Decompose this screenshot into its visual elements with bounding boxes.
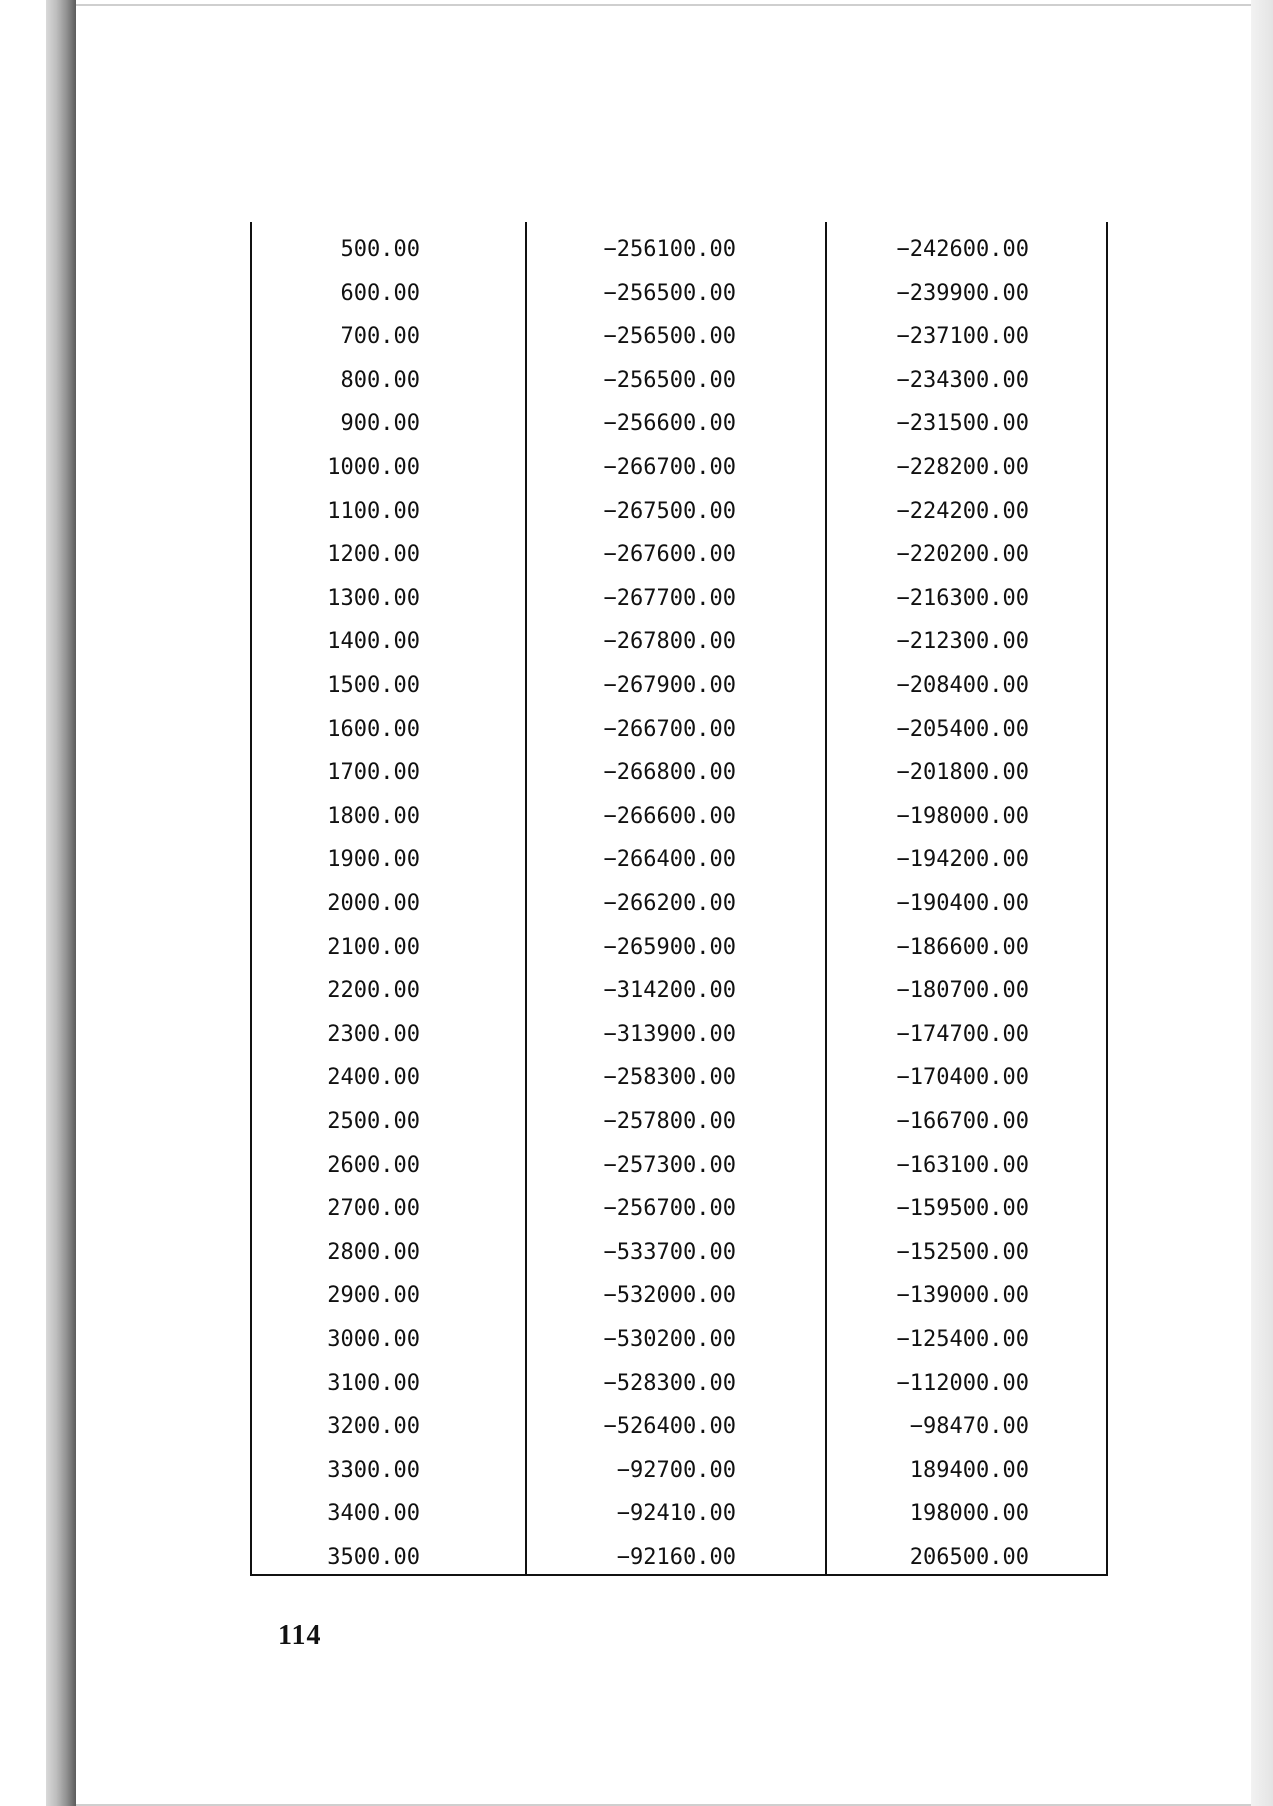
table-cell-col3: −180700.00: [896, 978, 1029, 1004]
table-cell-col3: 206500.00: [909, 1545, 1029, 1570]
table-cell-col2: −267600.00: [603, 542, 736, 568]
table-cell-col2: −258300.00: [603, 1065, 736, 1091]
table-row: [250, 274, 1108, 314]
table-row: [250, 535, 1108, 575]
table-cell-col1: 500.00: [340, 237, 420, 262]
table-row: [250, 1146, 1108, 1186]
table-cell-col1: 3500.00: [327, 1545, 420, 1570]
table-row: [250, 492, 1108, 532]
table-row: [250, 840, 1108, 880]
table-cell-col3: −231500.00: [896, 411, 1029, 437]
table-cell-col3: −166700.00: [896, 1109, 1029, 1134]
table-cell-col1: 2000.00: [327, 891, 420, 916]
table-cell-col2: −526400.00: [603, 1414, 736, 1440]
table-cell-col2: −530200.00: [603, 1327, 736, 1352]
table-cell-col2: −92160.00: [616, 1545, 736, 1570]
table-cell-col1: 1800.00: [327, 803, 420, 829]
table-row: [250, 1102, 1108, 1142]
table-row: [250, 928, 1108, 968]
table-row: [250, 1015, 1108, 1055]
table-cell-col2: −92700.00: [616, 1457, 736, 1483]
table-row: [250, 1494, 1108, 1534]
table-cell-col1: 1100.00: [327, 498, 420, 524]
table-cell-col1: 2200.00: [327, 978, 420, 1004]
table-cell-col1: 3300.00: [327, 1457, 420, 1483]
table-cell-col2: −256500.00: [603, 367, 736, 393]
table-row: [250, 622, 1108, 662]
table-cell-col2: −266600.00: [603, 803, 736, 829]
table-row: [250, 361, 1108, 401]
table-cell-col1: 2300.00: [327, 1021, 420, 1047]
table-cell-col3: 189400.00: [909, 1457, 1029, 1483]
table-row: [250, 1189, 1108, 1229]
table-cell-col1: 2400.00: [327, 1065, 420, 1091]
table-cell-col3: −234300.00: [896, 367, 1029, 393]
table-cell-col3: −242600.00: [896, 237, 1029, 262]
table-cell-col3: −163100.00: [896, 1152, 1029, 1178]
table-cell-col3: −152500.00: [896, 1239, 1029, 1265]
table-cell-col1: 1200.00: [327, 542, 420, 568]
table-cell-col1: 1000.00: [327, 455, 420, 480]
table-cell-col2: −267500.00: [603, 498, 736, 524]
table-cell-col3: −198000.00: [896, 803, 1029, 829]
table-row: [250, 1407, 1108, 1447]
table-cell-col2: −256500.00: [603, 280, 736, 306]
table-cell-col1: 2800.00: [327, 1239, 420, 1265]
table-row: [250, 971, 1108, 1011]
table-cell-col3: −201800.00: [896, 760, 1029, 786]
table-cell-col2: −257300.00: [603, 1152, 736, 1178]
table-cell-col2: −267700.00: [603, 585, 736, 611]
table-cell-col2: −528300.00: [603, 1370, 736, 1396]
table-cell-col1: 1300.00: [327, 585, 420, 611]
table-cell-col1: 3100.00: [327, 1370, 420, 1396]
table-cell-col3: −228200.00: [896, 455, 1029, 480]
table-cell-col1: 2700.00: [327, 1196, 420, 1222]
table-row: [250, 1276, 1108, 1316]
table-cell-col1: 2100.00: [327, 934, 420, 960]
table-row: [250, 317, 1108, 357]
table-cell-col3: −205400.00: [896, 716, 1029, 742]
table-cell-col3: −208400.00: [896, 673, 1029, 698]
table-row: [250, 230, 1108, 270]
table-cell-col2: −256500.00: [603, 324, 736, 350]
table-row: [250, 753, 1108, 793]
table-row: [250, 1451, 1108, 1491]
page-number: 114: [278, 1620, 322, 1651]
table-cell-col3: −194200.00: [896, 847, 1029, 873]
data-table: [250, 222, 1108, 1576]
table-cell-col2: −313900.00: [603, 1021, 736, 1047]
table-cell-col2: −266800.00: [603, 760, 736, 786]
table-cell-col2: −266400.00: [603, 847, 736, 873]
table-cell-col2: −314200.00: [603, 978, 736, 1004]
table-cell-col1: 1700.00: [327, 760, 420, 786]
book-spine-edge: [46, 0, 76, 1806]
table-cell-col3: −174700.00: [896, 1021, 1029, 1047]
table-cell-col2: −266200.00: [603, 891, 736, 916]
table-cell-col1: 600.00: [340, 280, 420, 306]
table-cell-col1: 2500.00: [327, 1109, 420, 1134]
table-row: [250, 448, 1108, 488]
table-cell-col2: −267800.00: [603, 629, 736, 655]
table-cell-col3: −98470.00: [909, 1414, 1029, 1440]
table-row: [250, 1364, 1108, 1404]
table-cell-col3: −139000.00: [896, 1283, 1029, 1309]
table-row: [250, 797, 1108, 837]
table-cell-col3: −237100.00: [896, 324, 1029, 350]
table-cell-col1: 700.00: [340, 324, 420, 350]
table-row: [250, 1538, 1108, 1578]
table-cell-col3: −190400.00: [896, 891, 1029, 916]
table-cell-col1: 900.00: [340, 411, 420, 437]
table-cell-col3: −239900.00: [896, 280, 1029, 306]
table-cell-col2: −256600.00: [603, 411, 736, 437]
table-cell-col2: −256700.00: [603, 1196, 736, 1222]
table-cell-col2: −267900.00: [603, 673, 736, 698]
table-cell-col1: 2600.00: [327, 1152, 420, 1178]
table-cell-col1: 3200.00: [327, 1414, 420, 1440]
table-cell-col1: 2900.00: [327, 1283, 420, 1309]
table-row: [250, 666, 1108, 706]
table-cell-col2: −92410.00: [616, 1501, 736, 1527]
table-row: [250, 710, 1108, 750]
table-cell-col3: −216300.00: [896, 585, 1029, 611]
table-cell-col3: 198000.00: [909, 1501, 1029, 1527]
table-cell-col1: 3000.00: [327, 1327, 420, 1352]
table-cell-col3: −170400.00: [896, 1065, 1029, 1091]
table-cell-col2: −266700.00: [603, 716, 736, 742]
table-cell-col2: −533700.00: [603, 1239, 736, 1265]
table-cell-col2: −257800.00: [603, 1109, 736, 1134]
table-row: [250, 1320, 1108, 1360]
table-row: [250, 1058, 1108, 1098]
table-cell-col3: −220200.00: [896, 542, 1029, 568]
table-cell-col1: 1900.00: [327, 847, 420, 873]
table-row: [250, 404, 1108, 444]
table-cell-col3: −224200.00: [896, 498, 1029, 524]
table-cell-col2: −265900.00: [603, 934, 736, 960]
table-cell-col3: −186600.00: [896, 934, 1029, 960]
table-cell-col1: 800.00: [340, 367, 420, 393]
table-cell-col1: 1500.00: [327, 673, 420, 698]
table-cell-col2: −266700.00: [603, 455, 736, 480]
table-cell-col1: 1400.00: [327, 629, 420, 655]
table-row: [250, 884, 1108, 924]
page-right-shade: [1251, 0, 1273, 1806]
table-cell-col1: 3400.00: [327, 1501, 420, 1527]
table-cell-col3: −212300.00: [896, 629, 1029, 655]
table-cell-col3: −112000.00: [896, 1370, 1029, 1396]
table-cell-col1: 1600.00: [327, 716, 420, 742]
table-row: [250, 1233, 1108, 1273]
table-cell-col3: −159500.00: [896, 1196, 1029, 1222]
table-cell-col2: −532000.00: [603, 1283, 736, 1309]
table-row: [250, 579, 1108, 619]
table-cell-col3: −125400.00: [896, 1327, 1029, 1352]
table-cell-col2: −256100.00: [603, 237, 736, 262]
